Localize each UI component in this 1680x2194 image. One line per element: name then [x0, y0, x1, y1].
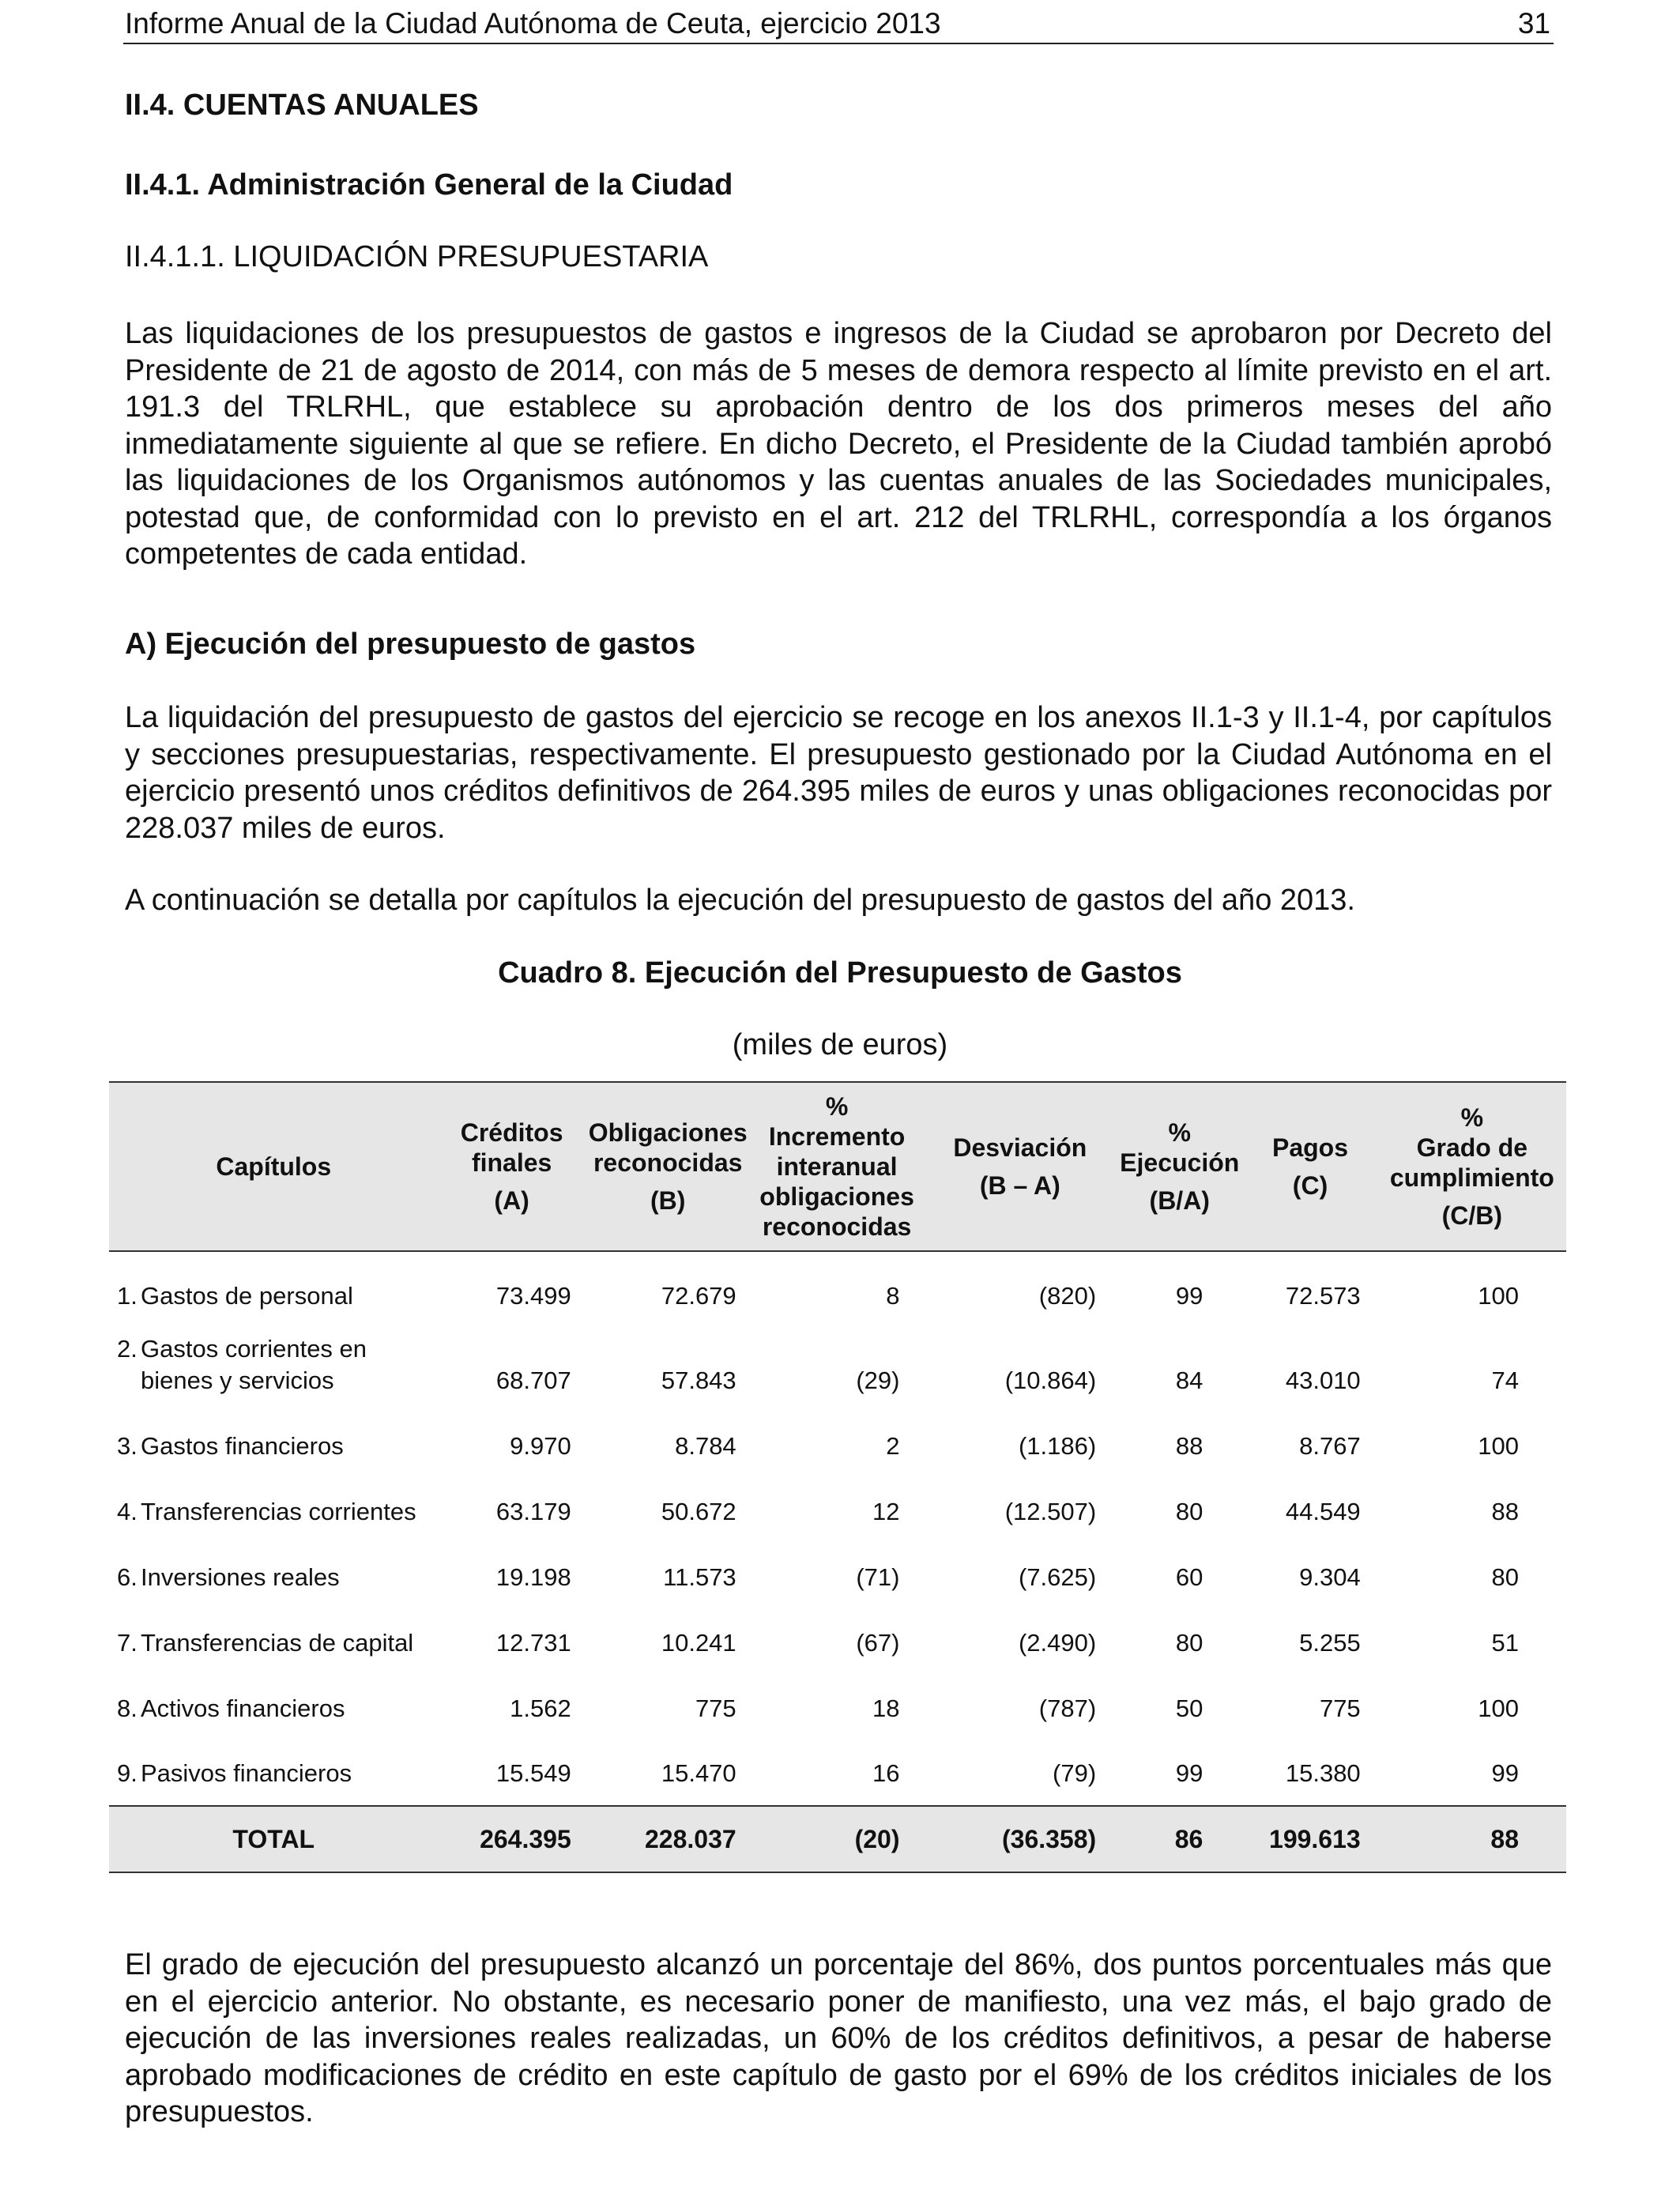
paragraph-detalle-capitulos: A continuación se detalla por capítulos la ejecución del presupuesto de gastos del año 2013.: [125, 884, 1355, 917]
total-obligaciones: 228.037: [586, 1806, 751, 1872]
section-heading: II.4. CUENTAS ANUALES: [125, 89, 479, 122]
cell-grado: 51: [1491, 1629, 1519, 1657]
cell-desviacion: (820): [1038, 1282, 1097, 1310]
chapter-number: 1.: [117, 1282, 137, 1310]
cell-desviacion: (10.864): [1004, 1367, 1097, 1394]
cell-ejecucion: 50: [1175, 1695, 1203, 1722]
total-label: TOTAL: [109, 1806, 439, 1872]
cell-pagos: 775: [1319, 1695, 1361, 1722]
cell-pagos: 9.304: [1299, 1563, 1361, 1591]
chapter-number: 8.: [117, 1695, 137, 1722]
cell-creditos: 19.198: [495, 1563, 571, 1591]
cell-creditos: 73.499: [495, 1282, 571, 1310]
cell-incremento: (29): [856, 1367, 900, 1394]
cell-grado: 100: [1478, 1695, 1519, 1722]
total-creditos: 264.395: [439, 1806, 586, 1872]
cell-desviacion: (79): [1053, 1759, 1097, 1787]
cell-pagos: 15.380: [1285, 1759, 1361, 1787]
cell-incremento: 12: [872, 1498, 900, 1525]
table-row: [109, 1609, 1566, 1675]
col-header-incremento: % Incremento interanual obligaciones reconocidas: [751, 1082, 924, 1251]
cell-obligaciones: 15.470: [661, 1759, 736, 1787]
chapter-name: Pasivos financieros: [141, 1759, 352, 1787]
cell-obligaciones: 57.843: [661, 1367, 736, 1394]
cell-grado: 80: [1491, 1563, 1519, 1591]
cell-creditos: 63.179: [495, 1498, 571, 1525]
cell-incremento: 2: [886, 1432, 900, 1460]
cell-ejecucion: 99: [1175, 1282, 1203, 1310]
col-header-creditos: Créditos finales (A): [439, 1082, 586, 1251]
cell-obligaciones: 11.573: [663, 1563, 736, 1591]
cell-ejecucion: 80: [1175, 1498, 1203, 1525]
total-incremento: (20): [751, 1806, 924, 1872]
chapter-number: 2.: [117, 1335, 137, 1363]
chapter-number: 3.: [117, 1432, 137, 1460]
table-total-row: [109, 1806, 1566, 1872]
cell-ejecucion: 99: [1175, 1759, 1203, 1787]
total-pagos: 199.613: [1242, 1806, 1377, 1872]
cell-creditos: 15.549: [495, 1759, 571, 1787]
chapter-number: 6.: [117, 1563, 137, 1591]
subsection-heading: II.4.1. Administración General de la Ciudad: [125, 168, 733, 202]
chapter-name: Transferencias de capital: [141, 1629, 414, 1657]
cell-grado: 100: [1478, 1432, 1519, 1460]
cell-incremento: (71): [856, 1563, 900, 1591]
cell-desviacion: (7.625): [1018, 1563, 1097, 1591]
chapter-name: Transferencias corrientes: [141, 1498, 416, 1525]
table-row: [109, 1412, 1566, 1478]
cell-grado: 88: [1491, 1498, 1519, 1525]
col-header-pagos: Pagos (C): [1242, 1082, 1377, 1251]
col-header-capitulos: Capítulos: [109, 1082, 439, 1251]
cell-desviacion: (12.507): [1004, 1498, 1097, 1525]
cell-obligaciones: 8.784: [675, 1432, 736, 1460]
chapter-name: Activos financieros: [141, 1695, 345, 1722]
cell-pagos: 5.255: [1299, 1629, 1361, 1657]
cell-desviacion: (1.186): [1018, 1432, 1097, 1460]
table-row: [109, 1740, 1566, 1806]
table-units: (miles de euros): [732, 1028, 948, 1061]
chapter-name: Gastos corrientes en bienes y servicios: [141, 1335, 367, 1394]
cell-creditos: 1.562: [510, 1695, 571, 1722]
cell-obligaciones: 50.672: [661, 1498, 736, 1525]
table-header-row: [109, 1082, 1566, 1251]
chapter-number: 9.: [117, 1759, 137, 1787]
cell-grado: 74: [1491, 1367, 1519, 1394]
col-header-grado: % Grado de cumplimiento (C/B): [1378, 1082, 1566, 1251]
table-row: [109, 1478, 1566, 1544]
part-a-heading: A) Ejecución del presupuesto de gastos: [125, 628, 696, 661]
paragraph-liquidacion-gastos: La liquidación del presupuesto de gastos del ejercicio se recoge en los anexos II.1-3 y II.1-4, por capítulos y secciones presupuestarias, respectivamente. El presupuesto gestionado por la Ciudad Autónoma en el ejercicio presentó unos créditos definitivos de 264.395 miles de euros y unas obligaciones reconocidas por 228.037 miles de euros.: [125, 701, 1552, 845]
table-row: [109, 1544, 1566, 1609]
paragraph-grado-ejecucion: El grado de ejecución del presupuesto alcanzó un porcentaje del 86%, dos puntos porcentuales más que en el ejercicio anterior. No obstante, es necesario poner de manifiesto, una vez más, el bajo grado de ejecución de las inversiones reales realizadas, un 60% de los créditos definitivos, a pesar de haberse aprobado modificaciones de crédito en este capítulo de gasto por el 69% de los créditos iniciales de los presupuestos.: [125, 1948, 1552, 2128]
page-number: 31: [1517, 7, 1550, 40]
chapter-name: Gastos financieros: [141, 1432, 344, 1460]
cell-ejecucion: 80: [1175, 1629, 1203, 1657]
table-row: [109, 1251, 1566, 1317]
col-header-desviacion: Desviación (B – A): [923, 1082, 1117, 1251]
col-header-ejecucion: % Ejecución (B/A): [1117, 1082, 1242, 1251]
subsubsection-heading: II.4.1.1. LIQUIDACIÓN PRESUPUESTARIA: [125, 240, 709, 273]
cell-ejecucion: 88: [1175, 1432, 1203, 1460]
cell-incremento: 18: [872, 1695, 900, 1722]
running-header: [123, 3, 1554, 44]
cell-obligaciones: 775: [695, 1695, 736, 1722]
cell-obligaciones: 72.679: [661, 1282, 736, 1310]
budget-execution-table: [109, 1081, 1566, 1873]
cell-desviacion: (2.490): [1018, 1629, 1097, 1657]
cell-creditos: 9.970: [510, 1432, 571, 1460]
col-header-obligaciones: Obligaciones reconocidas (B): [586, 1082, 751, 1251]
cell-pagos: 72.573: [1285, 1282, 1361, 1310]
chapter-number: 4.: [117, 1498, 137, 1525]
cell-creditos: 12.731: [495, 1629, 571, 1657]
total-grado: 88: [1378, 1806, 1566, 1872]
report-title: Informe Anual de la Ciudad Autónoma de Ceuta, ejercicio 2013: [125, 7, 941, 40]
chapter-name: Gastos de personal: [141, 1282, 353, 1310]
chapter-number: 7.: [117, 1629, 137, 1657]
cell-creditos: 68.707: [495, 1367, 571, 1394]
table-row: [109, 1317, 1566, 1412]
cell-ejecucion: 84: [1175, 1367, 1203, 1394]
chapter-name: Inversiones reales: [141, 1563, 340, 1591]
cell-grado: 99: [1491, 1759, 1519, 1787]
total-desviacion: (36.358): [923, 1806, 1117, 1872]
table-title: Cuadro 8. Ejecución del Presupuesto de Gastos: [498, 956, 1182, 990]
cell-incremento: (67): [856, 1629, 900, 1657]
cell-pagos: 8.767: [1299, 1432, 1361, 1460]
cell-obligaciones: 10.241: [661, 1629, 736, 1657]
cell-pagos: 44.549: [1285, 1498, 1361, 1525]
total-ejecucion: 86: [1117, 1806, 1242, 1872]
paragraph-liquidaciones: Las liquidaciones de los presupuestos de gastos e ingresos de la Ciudad se aprobaron por Decreto del Presidente de 21 de agosto de 2014, con más de 5 meses de demora respecto al límite previsto en el art. 191.3 del TRLRHL, que establece su aprobación dentro de los dos primeros meses del año inmediatamente siguiente al que se refiere. En dicho Decreto, el Presidente de la Ciudad también aprobó las liquidaciones de los Organismos autónomos y las cuentas anuales de las Sociedades municipales, potestad que, de conformidad con lo previsto en el art. 212 del TRLRHL, correspondía a los órganos competentes de cada entidad.: [125, 317, 1552, 571]
cell-ejecucion: 60: [1175, 1563, 1203, 1591]
cell-incremento: 16: [872, 1759, 900, 1787]
cell-incremento: 8: [886, 1282, 900, 1310]
cell-desviacion: (787): [1038, 1695, 1097, 1722]
cell-pagos: 43.010: [1285, 1367, 1361, 1394]
cell-grado: 100: [1478, 1282, 1519, 1310]
table-row: [109, 1675, 1566, 1740]
